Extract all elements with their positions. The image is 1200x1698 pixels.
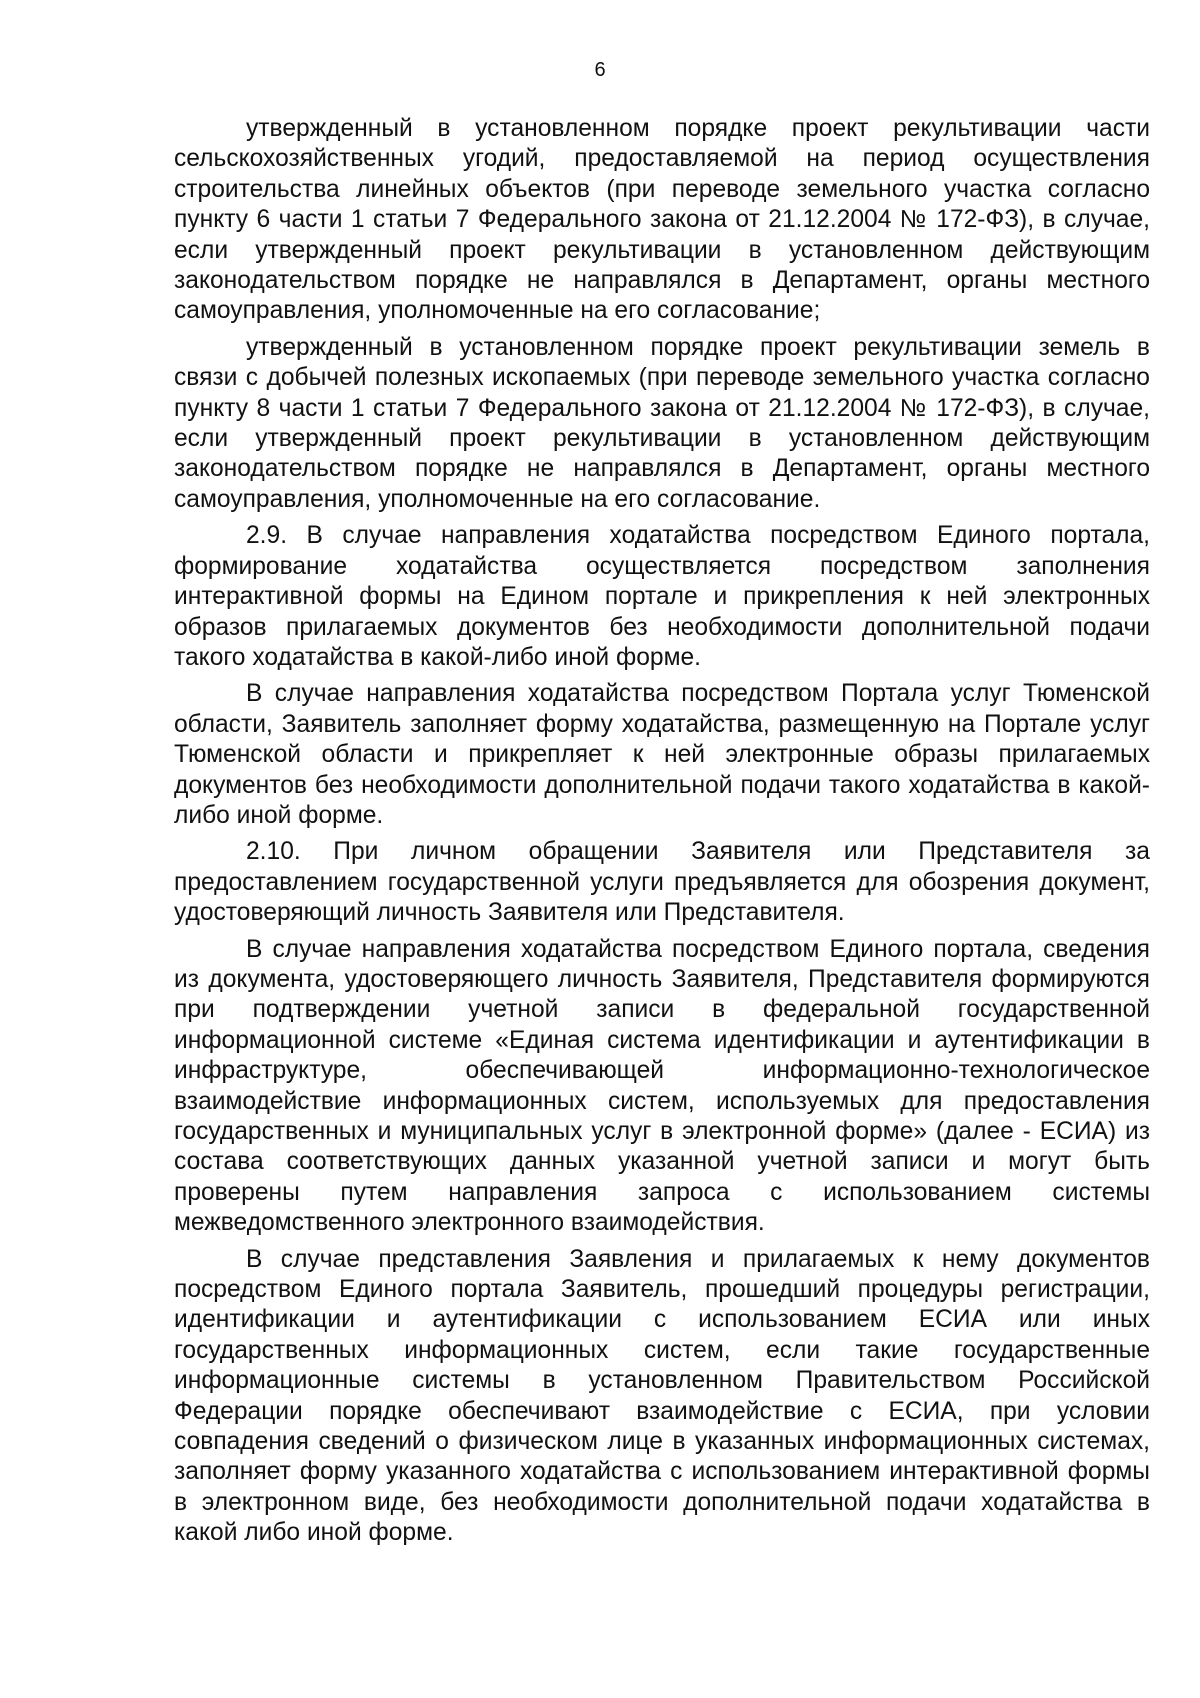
paragraph-esia-submission: В случае представления Заявления и прилагаемых к нему документов посредством Единого портала Заявитель, прошедший процедуры регистрации, идентификации и аутентификации с использованием ЕСИА или иных государственных информационных систем, если такие государственные информационные системы в установленном Правительством Российской Федерации порядке обеспечивают взаимодействие с ЕСИА, при условии совпадения сведений о физическом лице в указанных информационных системах, заполняет форму указанного ходатайства с использованием интерактивной формы в электронном виде, без необходимости дополнительной подачи ходатайства в какой либо иной форме. xyxy=(174,1245,1150,1547)
paragraph-esia-identity: В случае направления ходатайства посредством Единого портала, сведения из документа, удостоверяющего личность Заявителя, Представителя формируются при подтверждении учетной записи в федеральной государственной информационной системе «Единая система идентификации и аутентификации в инфраструктуре, обеспечивающей информационно-технологическое взаимодействие информационных систем, используемых для предоставления государственных и муниципальных услуг в электронной форме» (далее - ЕСИА) из состава соответствующих данных указанной учетной записи и могут быть проверены путем направления запроса с использованием системы межведомственного электронного взаимодействия. xyxy=(174,935,1150,1237)
paragraph-reclamation-project-mining: утвержденный в установленном порядке проект рекультивации земель в связи с добычей полезных ископаемых (при переводе земельного участка согласно пункту 8 части 1 статьи 7 Федерального закона от 21.12.2004 № 172-ФЗ), в случае, если утвержденный проект рекультивации в установленном действующим законодательством порядке не направлялся в Департамент, органы местного самоуправления, уполномоченные на его согласование. xyxy=(174,333,1150,513)
page-number: 6 xyxy=(594,59,606,81)
paragraph-tyumen-portal: В случае направления ходатайства посредством Портала услуг Тюменской области, Заявитель заполняет форму ходатайства, размещенную на Портале услуг Тюменской области и прикрепляет к ней электронные образы прилагаемых документов без необходимости дополнительной подачи такого ходатайства в какой-либо иной форме. xyxy=(174,680,1150,829)
paragraph-2-10-personal-appeal: 2.10. При личном обращении Заявителя или Представителя за предоставлением государственной услуги предъявляется для обозрения документ, удостоверяющий личность Заявителя или Представителя. xyxy=(174,838,1150,927)
paragraph-reclamation-project-linear-objects: утвержденный в установленном порядке проект рекультивации части сельскохозяйственных угодий, предоставляемой на период осуществления строительства линейных объектов (при переводе земельного участка согласно пункту 6 части 1 статьи 7 Федерального закона от 21.12.2004 № 172-ФЗ), в случае, если утвержденный проект рекультивации в установленном действующим законодательством порядке не направлялся в Департамент, органы местного самоуправления, уполномоченные на его согласование; xyxy=(174,115,1150,325)
document-body xyxy=(174,114,1150,1549)
paragraph-2-9-unified-portal: 2.9. В случае направления ходатайства посредством Единого портала, формирование ходатайства осуществляется посредством заполнения интерактивной формы на Едином портале и прикрепления к ней электронных образов прилагаемых документов без необходимости дополнительной подачи такого ходатайства в какой-либо иной форме. xyxy=(174,522,1150,671)
